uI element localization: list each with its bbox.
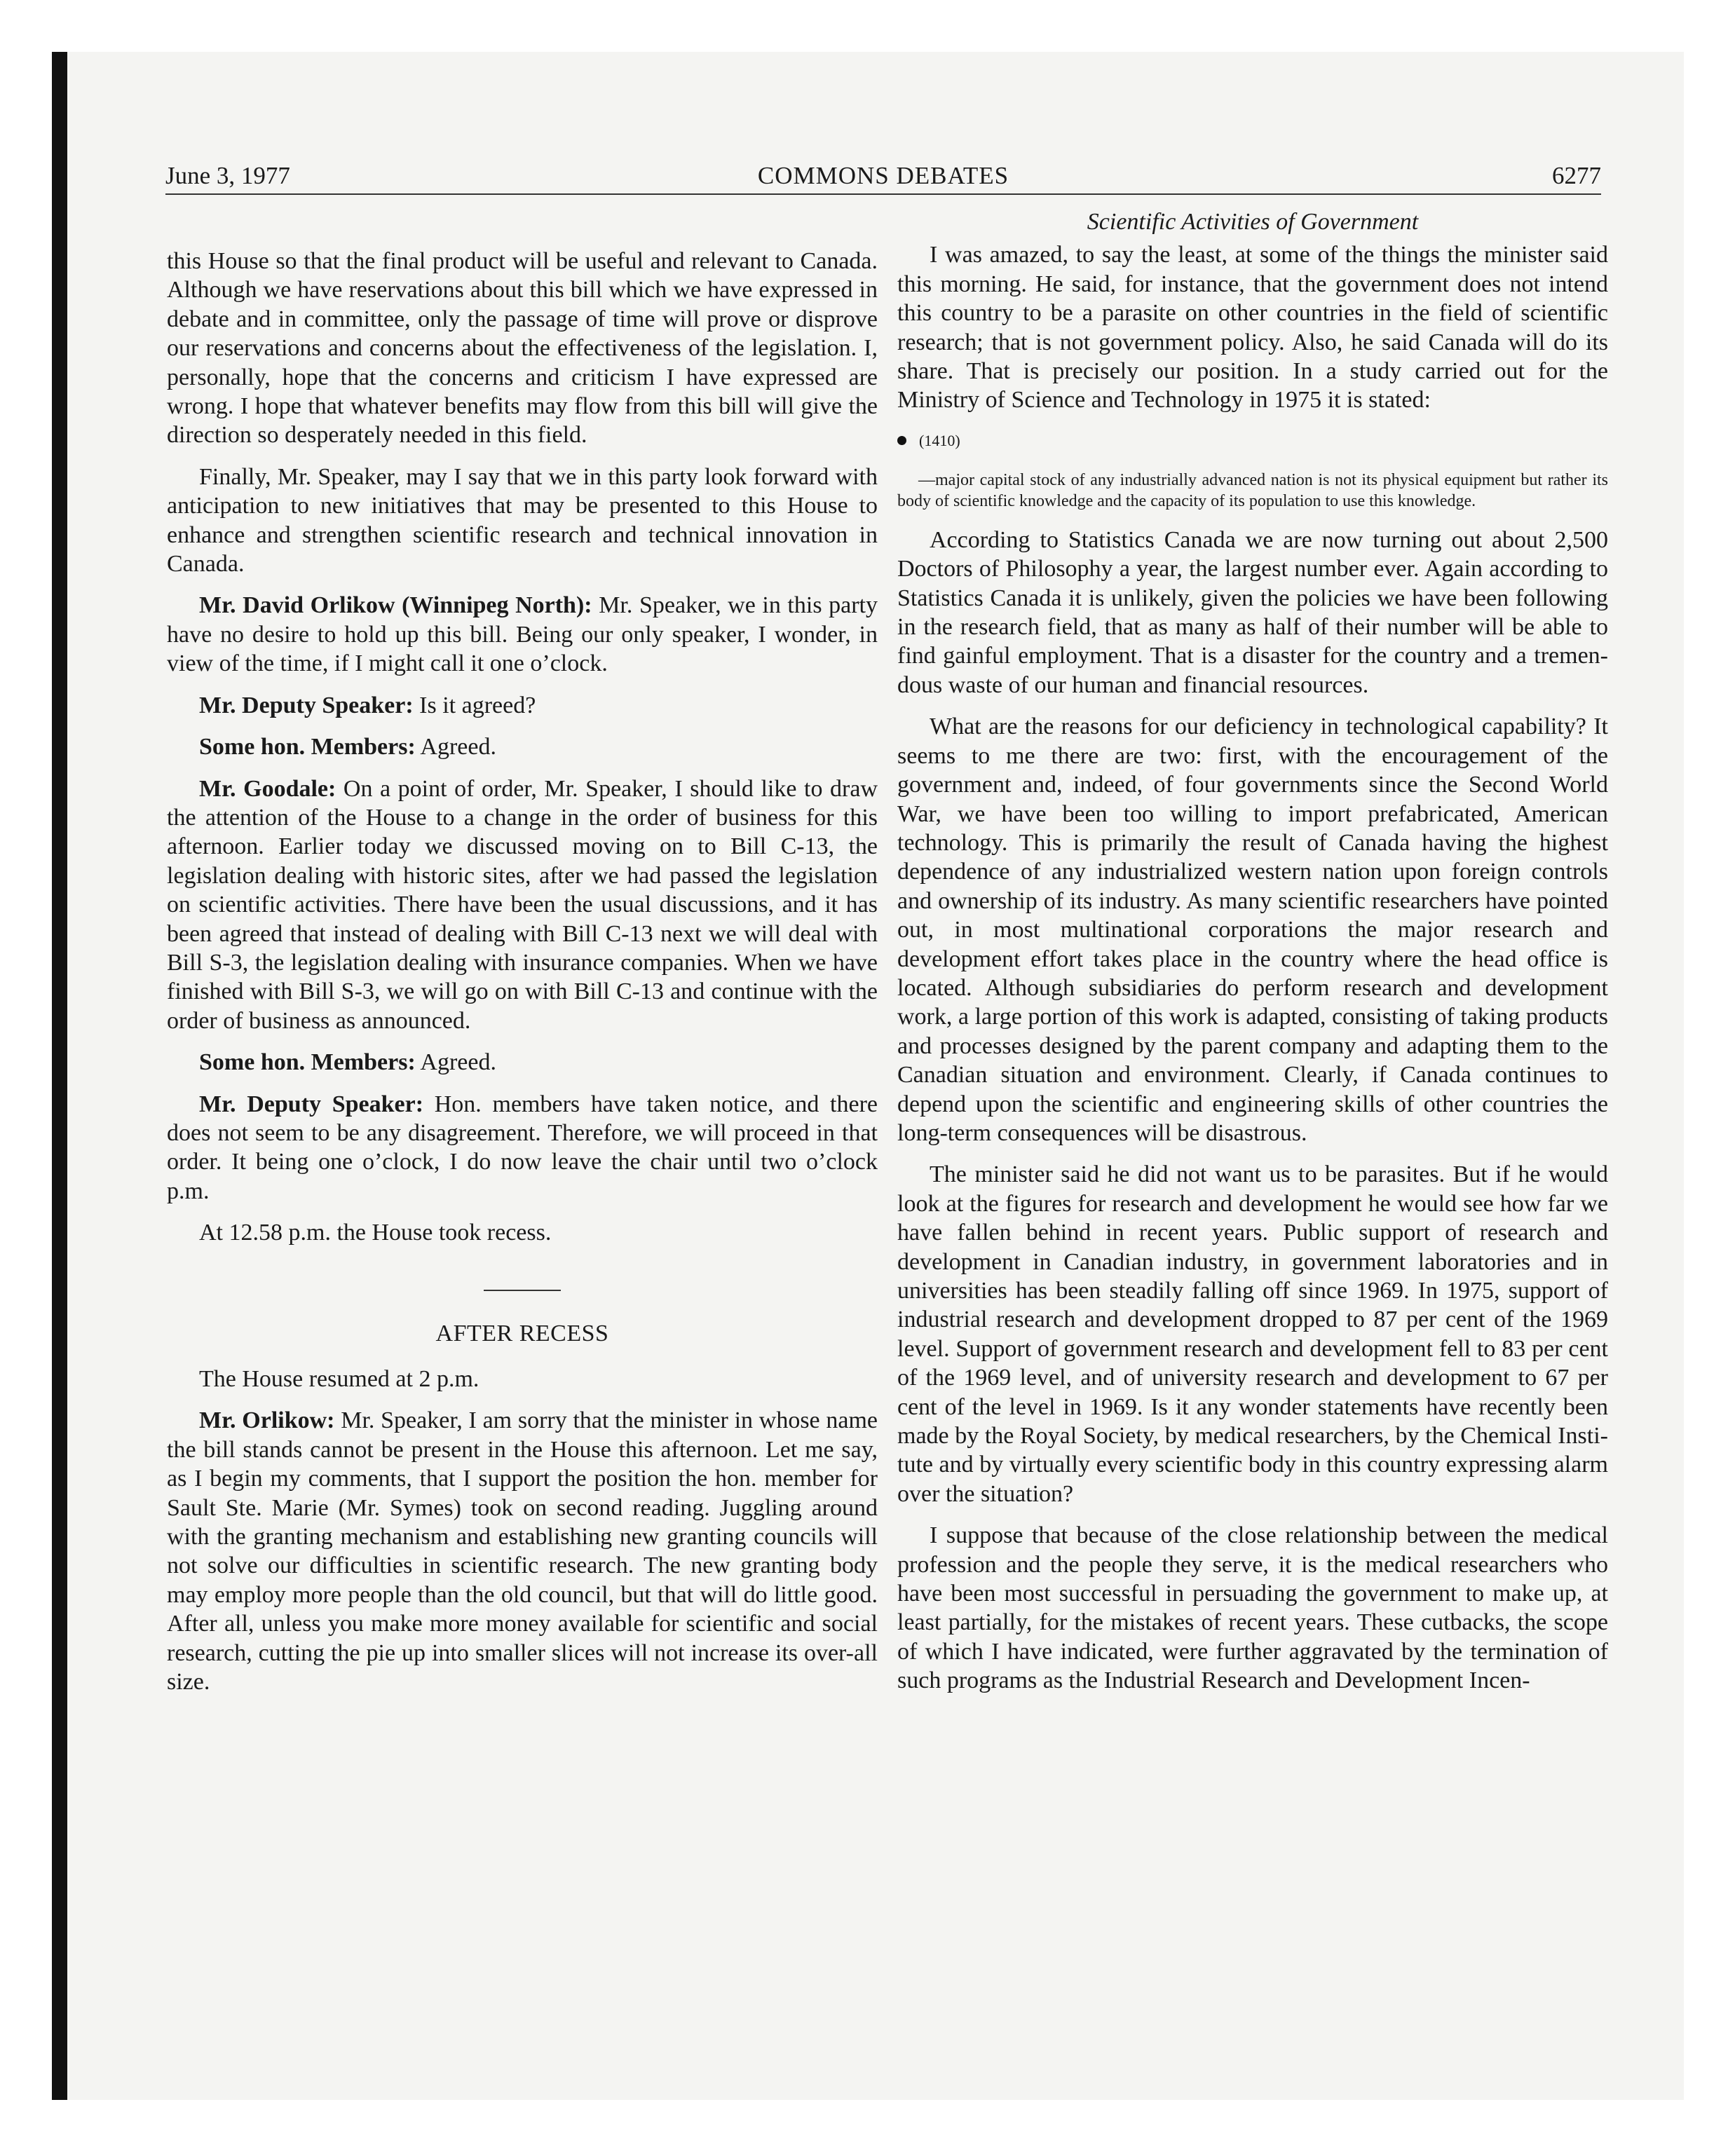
- speaker-name: Mr. Deputy Speaker:: [199, 692, 414, 718]
- section-heading: Scientific Activities of Government: [1087, 209, 1419, 235]
- speech-paragraph: [167, 691, 878, 720]
- speech-text: Agreed.: [415, 1049, 496, 1076]
- paragraph: The minister said he did not want us to be parasites. But if he would look at the figures for research and development he would see how far we have fallen behind in recent years. Public support of research and development in Canadian industry, in government laboratories and in universities has been steadily falling off since 1969. In 1975, support of industrial research and development dropped to 87 per cent of the 1969 level. Support of government research and development fell to 83 per cent of the 1969 level, and of university research and development to 67 per cent of the level in 1969. Is it any wonder statements have recently been made by the Royal Society, by medical researchers, by the Chemical Institute and by virtually every scientific body in this country expressing alarm over the situation?: [897, 1161, 1608, 1507]
- paragraph: What are the reasons for our deficiency in technological capability? It seems to me there are two: first, with the encouragement of the government and, indeed, of four governments since the Second World War, we have been too willing to import prefabricated, American technology. This is primarily the result of Canada having the highest dependence of any industrialized western nation upon foreign controls and ownership of its industry. As many scientific researchers have pointed out, in most multinational corporations the major research and development effort takes place in the country where the head office is located. Although subsidiaries do perform research and development work, a large portion of this work is adapted, consisting of taking products and processes designed by the parent company and adapting them to the Canadian situation and environment. Clearly, if Canada continues to depend upon the scientific and engineering skills of other countries the long-term consequences will be disastrous.: [897, 714, 1608, 1146]
- speech-text: Mr. Speaker, we in this party have no desire to hold up this bill. Being our only speaker, I wonder, in view of the time, if I might call it one o’clock.: [167, 592, 878, 677]
- speech-text: Is it agreed?: [413, 692, 536, 718]
- paragraph: this House so that the final product will be useful and relevant to Canada. Although we have reservations about this bill which we have expressed in debate and in committee, only the passage of time will prove or disprove our reservations and concerns about the effectiveness of the legislation. I, personally, hope that the concerns and criticism I have expressed are wrong. I hope that whatever benefits may flow from this bill will give the direction so desperately needed in this field.: [167, 248, 878, 449]
- time-marker-label: (1410): [919, 431, 960, 449]
- speech-text: Hon. members have taken notice, and there does not seem to be any disagreement. Therefore, we will proceed in that order. It being one o’clock, I do now leave the chair until two o’clock p.m.: [167, 1091, 878, 1204]
- speaker-name: Some hon. Members:: [199, 734, 416, 760]
- time-marker: [897, 430, 1608, 451]
- bullet-icon: [897, 436, 906, 445]
- speech-paragraph: [167, 1048, 878, 1077]
- speaker-name: Mr. Orlikow:: [199, 1407, 335, 1434]
- speech-paragraph: [167, 732, 878, 761]
- recess-heading: AFTER RECESS: [435, 1320, 609, 1346]
- paragraph: According to Statistics Canada we are now turning out about 2,500 Doctors of Philosophy a year, the largest number ever. Again according to Statistics Canada it is unlikely, given the policies we have been following in the research field, that as many as half of their number will be able to find gainful employment. That is a disaster for the country and a tremendous waste of our human and financial resources.: [897, 526, 1608, 698]
- speech-text: On a point of order, Mr. Speaker, I should like to draw the attention of the House to a change in the order of business for this afternoon. Earlier today we discussed moving on to Bill C-13, the legislation dealing with historic sites, after we had passed the legislation on scientific activities. There have been the usual discussions, and it has been agreed that instead of dealing with Bill C-13 next we will deal with Bill S-3, the legislation dealing with insurance companies. When we have finished with Bill S-3, we will go on with Bill C-13 and continue with the order of business as announced.: [167, 775, 878, 1034]
- speaker-name: Mr. David Orlikow (Winnipeg North):: [199, 592, 592, 619]
- header-page-number: 6277: [1552, 162, 1601, 189]
- paragraph: At 12.58 p.m. the House took recess.: [199, 1220, 552, 1246]
- paragraph: I suppose that because of the close relationship between the medical profession and the people they serve, it is the medical researchers who have been most successful in persuading the government to make up, at least partially, for the mistakes of recent years. These cutbacks, the scope of which I have indicated, were further aggravated by the termination of such programs as the Industrial Research and Development Incen-: [897, 1522, 1608, 1694]
- header-title: COMMONS DEBATES: [757, 162, 1009, 189]
- speech-paragraph: [167, 775, 878, 1036]
- speech-text: Agreed.: [415, 734, 496, 760]
- right-column: [897, 207, 1608, 1708]
- speech-paragraph: [167, 591, 878, 678]
- paragraph: Finally, Mr. Speaker, may I say that we in this party look forward with anticipation to new initiatives that may be presented to this House to enhance and strengthen scientific research and technical innovation in Canada.: [167, 463, 878, 578]
- left-column: [167, 247, 878, 1709]
- speaker-name: Mr. Goodale:: [199, 775, 336, 802]
- speaker-name: Mr. Deputy Speaker:: [199, 1091, 424, 1117]
- paragraph: The House resumed at 2 p.m.: [199, 1366, 479, 1392]
- header-date: June 3, 1977: [165, 162, 290, 189]
- scan-edge: [52, 52, 67, 2100]
- header-rule: [165, 193, 1601, 195]
- page-header: [165, 160, 1601, 193]
- speech-paragraph: [167, 1090, 878, 1206]
- paragraph: I was amazed, to say the least, at some of the things the minister said this morning. He said, for instance, that the government does not intend this country to be a parasite on other countries in the field of scientific research; that is not government policy. Also, he said Canada will do its share. That is precisely our position. In a study carried out for the Ministry of Science and Technology in 1975 it is stated:: [897, 242, 1608, 414]
- speech-paragraph: [167, 1406, 878, 1696]
- section-divider: [484, 1290, 561, 1291]
- speaker-name: Some hon. Members:: [199, 1049, 416, 1076]
- block-quote: —major capital stock of any industrially advanced nation is not its physical equipment but rather its body of scientific knowledge and the capacity of its population to use this knowledge.: [897, 470, 1608, 510]
- speech-text: Mr. Speaker, I am sorry that the minister in whose name the bill stands cannot be present in the House this afternoon. Let me say, as I begin my comments, that I support the position the hon. member for Sault Ste. Marie (Mr. Symes) took on second reading. Juggling around with the granting mechanism and establishing new granting councils will not solve our difficulties in scientific research. The new granting body may employ more people than the old council, but that will do little good. After all, unless you make more money available for scientific and social research, cutting the pie up into smaller slices will not increase its over-all size.: [167, 1407, 878, 1696]
